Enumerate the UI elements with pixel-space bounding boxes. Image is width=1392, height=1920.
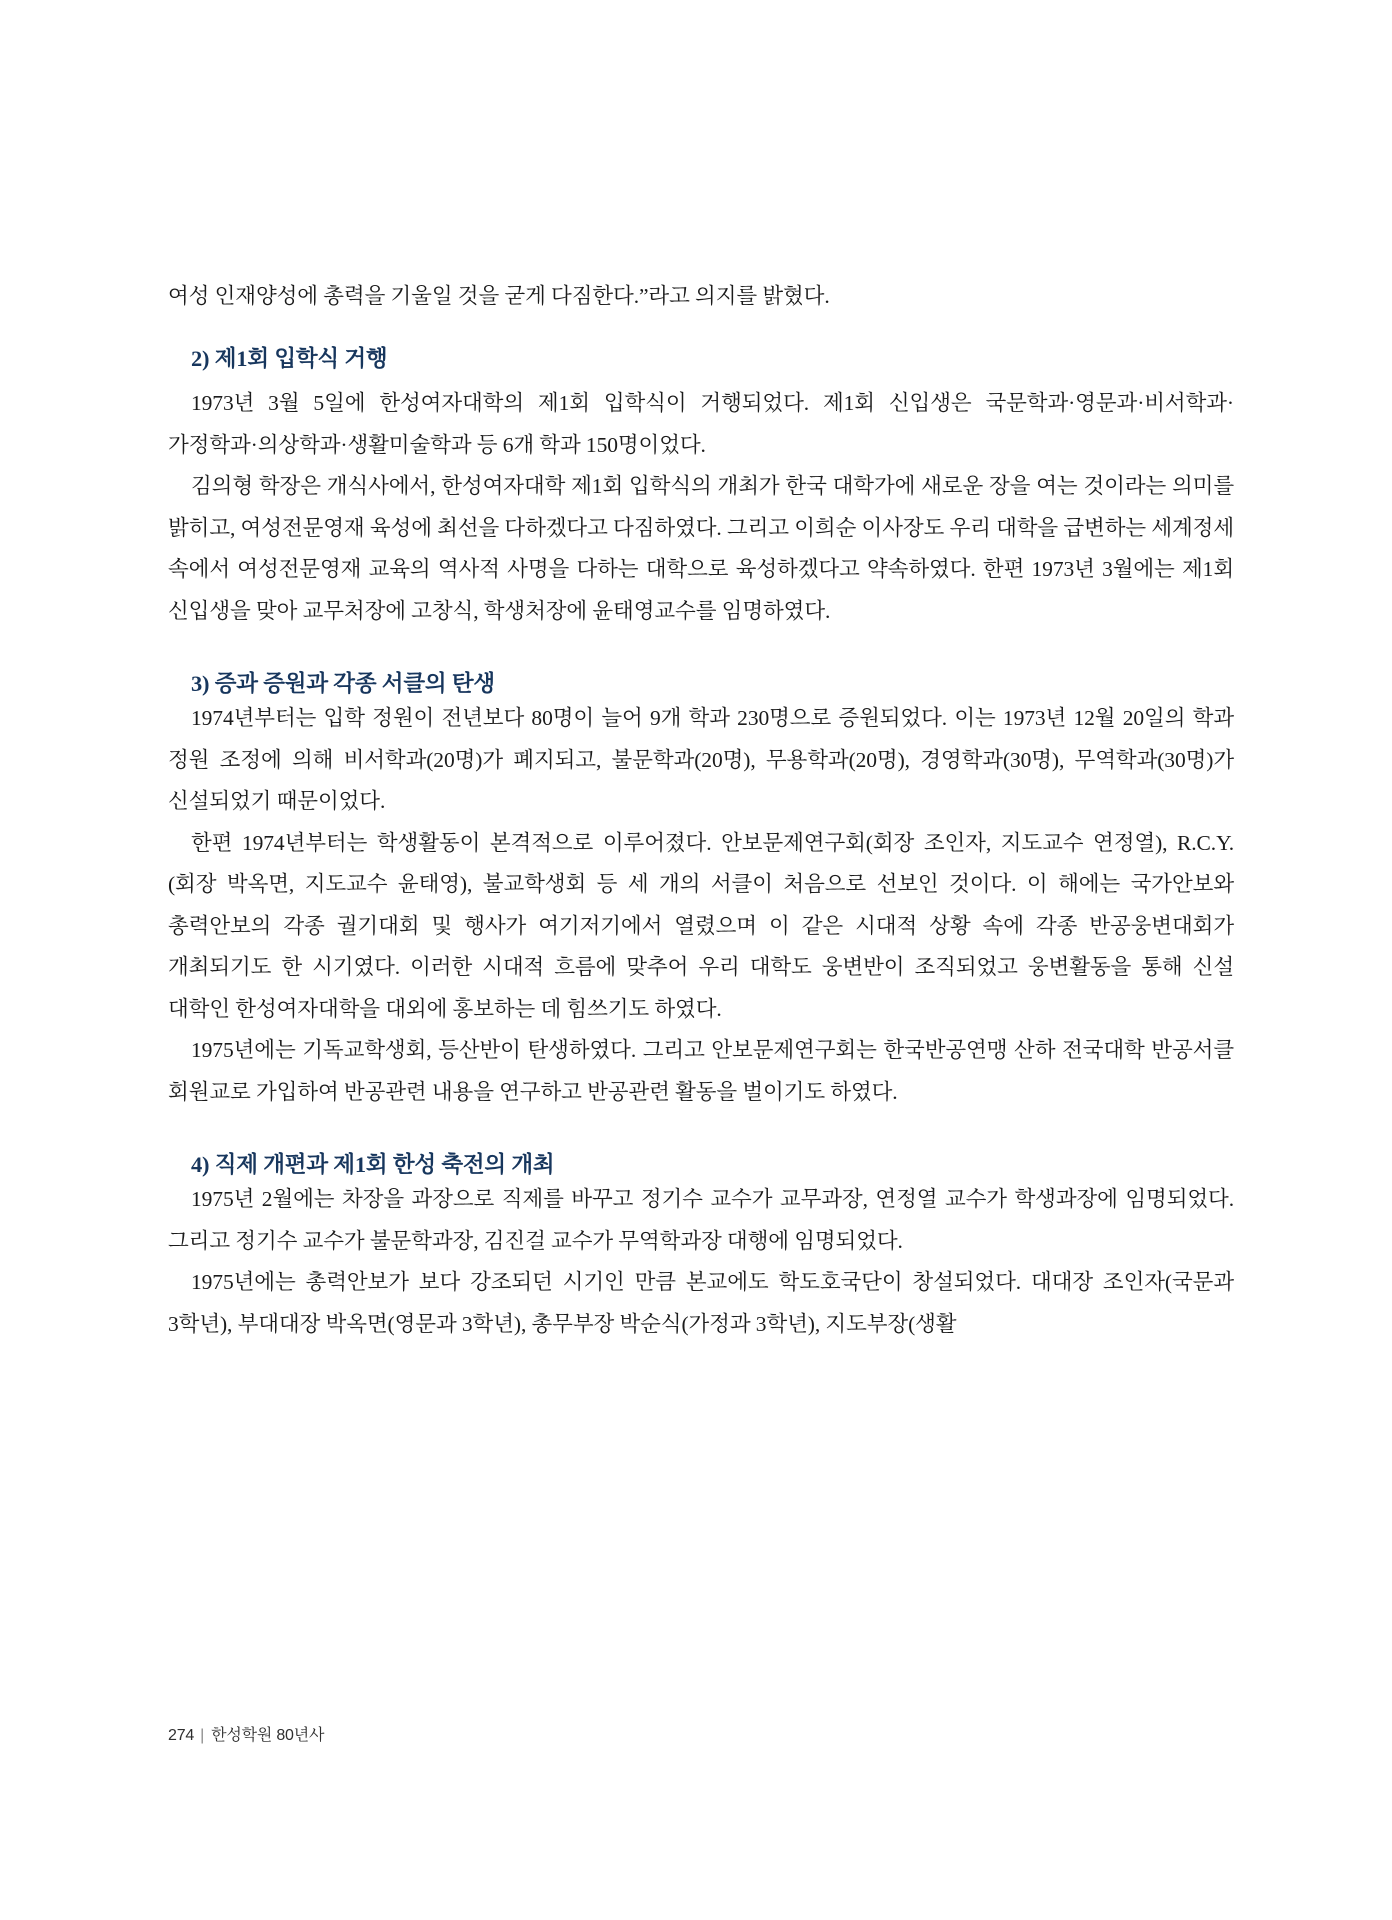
section-heading-2: 2) 제1회 입학식 거행: [191, 346, 388, 372]
section-4-paragraph-1: 1975년 2월에는 차장을 과장으로 직제를 바꾸고 정기수 교수가 교무과장, 연정열 교수가 학생과장에 임명되었다. 그리고 정기수 교수가 불문학과장, 김진걸 교수가 무역학과장 대행에 임명되었다.: [168, 1187, 1234, 1253]
section-heading-4: 4) 직제 개편과 제1회 한성 축전의 개최: [191, 1152, 555, 1178]
section-2-paragraph-1: 1973년 3월 5일에 한성여자대학의 제1회 입학식이 거행되었다. 제1회 신입생은 국문학과·영문과·비서학과·가정학과·의상학과·생활미술학과 등 6개 학과 150명이었다.: [168, 391, 1234, 457]
section-4: [168, 1147, 1234, 1345]
section-2-paragraph-2: 김의형 학장은 개식사에서, 한성여자대학 제1회 입학식의 개최가 한국 대학가에 새로운 장을 여는 것이라는 의미를 밝히고, 여성전문영재 육성에 최선을 다하겠다고 다짐하였다. 그리고 이희순 이사장도 우리 대학을 급변하는 세계정세 속에서 여성전문영재 교육의 역사적 사명을 다하는 대학으로 육성하겠다고 약속하였다. 한편 1973년 3월에는 제1회 신입생을 맞아 교무처장에 고창식, 학생처장에 윤태영교수를 임명하였다.: [168, 474, 1234, 623]
spacer: [168, 632, 1234, 666]
section-4-paragraph-2: 1975년에는 총력안보가 보다 강조되던 시기인 만큼 본교에도 학도호국단이 창설되었다. 대대장 조인자(국문과 3학년), 부대대장 박옥면(영문과 3학년), 총무부장 박순식(가정과 3학년), 지도부장(생활: [168, 1270, 1234, 1336]
section-3-paragraph-1: 1974년부터는 입학 정원이 전년보다 80명이 늘어 9개 학과 230명으로 증원되었다. 이는 1973년 12월 20일의 학과 정원 조정에 의해 비서학과(20명)가 폐지되고, 불문학과(20명), 무용학과(20명), 경영학과(30명), 무역학과(30명)가 신설되었기 때문이었다.: [168, 706, 1234, 814]
section-3-paragraph-2: 한편 1974년부터는 학생활동이 본격적으로 이루어졌다. 안보문제연구회(회장 조인자, 지도교수 연정열), R.C.Y.(회장 박옥면, 지도교수 윤태영), 불교학생회 등 세 개의 서클이 처음으로 선보인 것이다. 이 해에는 국가안보와 총력안보의 각종 궐기대회 및 행사가 여기저기에서 열렸으며 이 같은 시대적 상황 속에 각종 반공웅변대회가 개최되기도 한 시기였다. 이러한 시대적 흐름에 맞추어 우리 대학도 웅변반이 조직되었고 웅변활동을 통해 신설 대학인 한성여자대학을 대외에 홍보하는 데 힘쓰기도 하였다.: [168, 830, 1234, 1021]
page-footer: [168, 1722, 324, 1745]
section-3: [168, 666, 1234, 1113]
section-3-paragraph-3: 1975년에는 기독교학생회, 등산반이 탄생하였다. 그리고 안보문제연구회는 한국반공연맹 산하 전국대학 반공서클 회원교로 가입하여 반공관련 내용을 연구하고 반공관련 활동을 벌이기도 하였다.: [168, 1038, 1234, 1104]
spacer: [168, 1113, 1234, 1147]
page-number: 274: [168, 1727, 195, 1744]
book-title: 한성학원 80년사: [211, 1727, 325, 1744]
footer-separator: |: [200, 1727, 205, 1744]
section-2: [168, 341, 1234, 632]
section-heading-3: 3) 증과 증원과 각종 서클의 탄생: [191, 671, 495, 697]
page-body: [168, 276, 1234, 1345]
continued-paragraph: 여성 인재양성에 총력을 기울일 것을 굳게 다짐한다.”라고 의지를 밝혔다.: [168, 284, 830, 308]
